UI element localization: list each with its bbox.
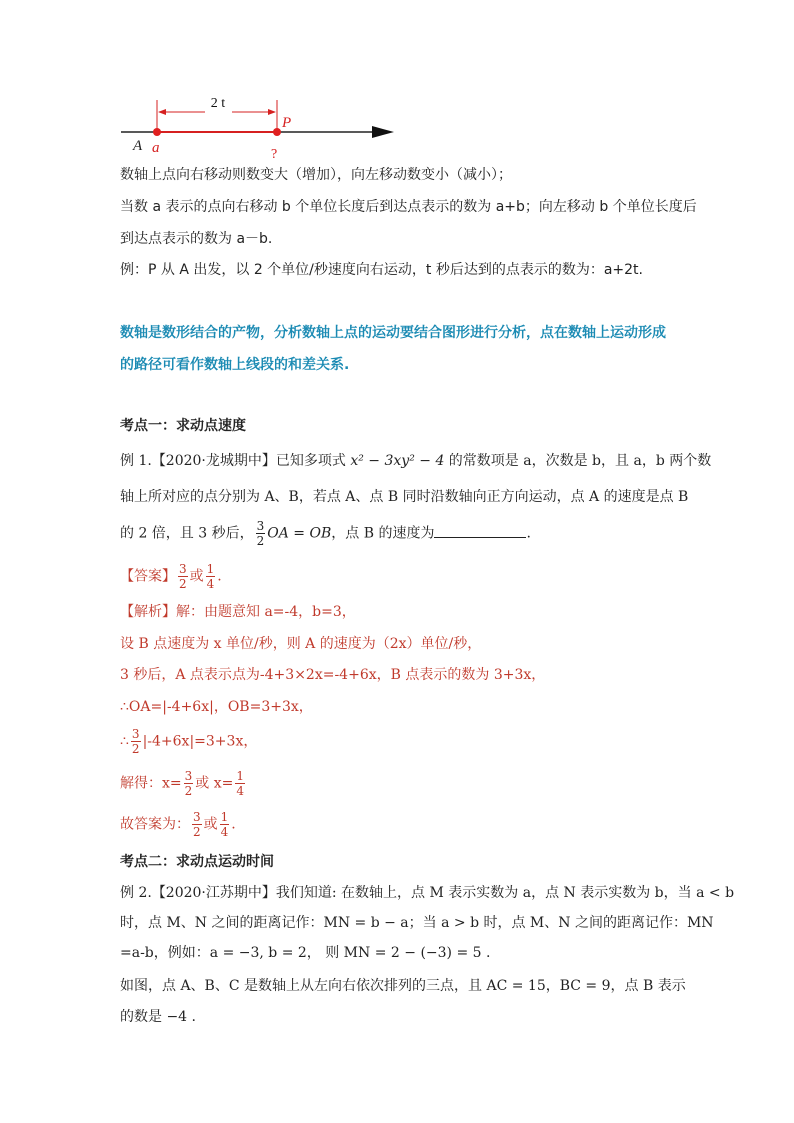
kp1-analysis-line-7: 故答案为： $\frac{3}{2}$ 或 $\frac{1}{4}$ . xyxy=(120,810,236,839)
kp2-line-4: 如图，点 A、B、C 是数轴上从左向右依次排列的三点，且 AC = 15，BC = 9，点 B 表示 xyxy=(120,978,686,994)
distance-label: 2 t xyxy=(210,96,226,111)
kp1-analysis-line-6: 解得：x= $\frac{3}{2}$ 或 x= $\frac{1}{4}$ xyxy=(120,769,244,798)
highlight-line-2: 的路径可看作数轴上线段的和差关系. xyxy=(120,357,350,373)
label-question: ? xyxy=(271,147,278,162)
answer-frac-1: $\frac{3}{2}$ xyxy=(179,562,187,591)
analysis-frac-3: $\frac{1}{4}$ xyxy=(236,769,244,798)
kp2-line-5: 的数是 −4 . xyxy=(120,1009,196,1025)
highlight-line-1: 数轴是数形结合的产物，分析数轴上点的运动要结合图形进行分析，点在数轴上运动形成 xyxy=(120,325,666,341)
label-a: a xyxy=(152,140,160,156)
arrow-head xyxy=(372,126,394,138)
kp1-q3-suffix: ，点 B 的速度为 xyxy=(331,525,435,542)
kp1-analysis-line-2: 设 B 点速度为 x 单位/秒，则 A 的速度为（2x）单位/秒， xyxy=(120,636,482,652)
kp1-question-line-3: 的 2 倍，且 3 秒后， $\frac{3}{2}$ OA = OB，点 B 的速度为 . xyxy=(120,519,531,548)
kp1-q3-prefix: 的 2 倍，且 3 秒后， xyxy=(120,525,254,542)
kp1-analysis-line-4: ∴OA=|-4+6x|，OB=3+3x， xyxy=(120,699,313,715)
intro-line-4: 例：P 从 A 出发，以 2 个单位/秒速度向右运动，t 秒后达到的点表示的数为：a+2t. xyxy=(120,262,643,278)
kp2-title: 考点二：求动点运动时间 xyxy=(120,854,274,870)
kp1-q-prefix: 例 1.【2020·龙城期中】已知多项式 xyxy=(120,453,351,469)
answer-label: 【答案】 xyxy=(120,568,176,585)
answer-blank xyxy=(434,525,526,538)
kp1-q3-eq: OA = OB xyxy=(267,525,332,542)
analysis-frac-4: $\frac{3}{2}$ xyxy=(193,810,201,839)
intro-line-3: 到达点表示的数为 a－b. xyxy=(120,231,273,247)
label-A: A xyxy=(133,138,143,154)
point-P-dot xyxy=(273,128,281,136)
kp2-line-1: 例 2.【2020·江苏期中】我们知道: 在数轴上，点 M 表示实数为 a，点 N 表示实数为 b，当 a < b xyxy=(120,885,735,901)
analysis-frac-5: $\frac{1}{4}$ xyxy=(220,810,229,839)
kp1-question-line-2: 轴上所对应的点分别为 A、B，若点 A、点 B 同时沿数轴向正方向运动，点 A 的速度是点 B xyxy=(120,489,689,505)
kp2-line-3: =a-b，例如：a = −3, b = 2， 则 MN = 2 − (−3) = 5 . xyxy=(120,945,491,961)
point-A-dot xyxy=(153,128,161,136)
kp1-q-suffix: 的常数项是 a，次数是 b，且 a，b 两个数 xyxy=(444,453,712,469)
kp1-answer: 【答案】 $\frac{3}{2}$ 或 $\frac{1}{4}$ . xyxy=(120,562,222,591)
kp1-question-line-1 xyxy=(120,454,711,468)
kp2-line-2: 时，点 M、N 之间的距离记作：MN = b − a；当 a > b 时，点 M、N 之间的距离记作：MN xyxy=(120,915,714,931)
kp1-title: 考点一：求动点速度 xyxy=(120,418,246,434)
distance-arrow-right xyxy=(268,109,276,115)
analysis-frac-2: $\frac{3}{2}$ xyxy=(184,769,193,798)
kp1-analysis-line-3: 3 秒后，A 点表示点为-4+3×2x=-4+6x，B 点表示的数为 3+3x， xyxy=(120,667,546,683)
intro-line-2: 当数 a 表示的点向右移动 b 个单位长度后到达点表示的数为 a+b；向左移动 b 个单位长度后 xyxy=(120,199,697,215)
kp1-q-poly: x² − 3xy² − 4 xyxy=(350,453,445,469)
distance-arrow-left xyxy=(158,109,166,115)
analysis-frac-1: $\frac{3}{2}$ xyxy=(131,727,140,756)
number-line-diagram xyxy=(0,0,794,170)
kp1-analysis-line-1: 【解析】解：由题意知 a=-4，b=3， xyxy=(120,604,356,620)
label-P: P xyxy=(282,115,292,131)
fraction-three-halves: $\frac{3}{2}$ xyxy=(256,519,265,548)
kp1-analysis-line-5: ∴ $\frac{3}{2}$ |-4+6x|=3+3x， xyxy=(120,727,258,756)
answer-frac-2: $\frac{1}{4}$ xyxy=(206,562,215,591)
intro-line-1: 数轴上点向右移动则数变大（增加），向左移动数变小（减小）； xyxy=(120,167,512,183)
analysis-label: 【解析】 xyxy=(120,604,176,620)
